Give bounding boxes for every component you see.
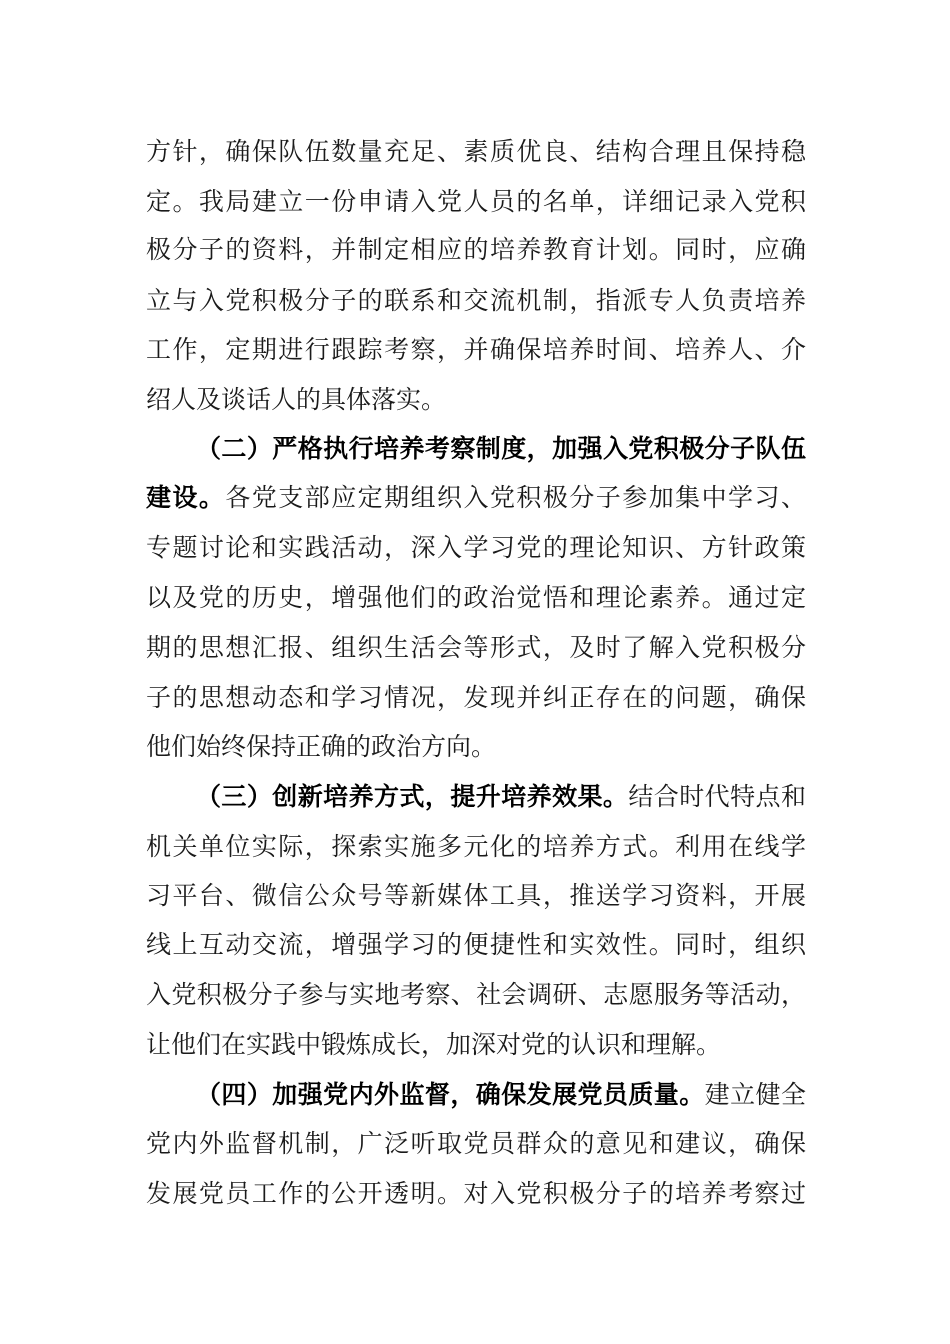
section-heading-tail: 建设。 xyxy=(146,483,226,512)
paragraph-text: 建立健全 xyxy=(704,1080,806,1109)
paragraph-line: 期的思想汇报、组织生活会等形式，及时了解入党积极分 xyxy=(146,633,806,662)
section-heading: （四）加强党内外监督，确保发展党员质量。 xyxy=(196,1080,705,1109)
paragraph-line: 党内外监督机制，广泛听取党员群众的意见和建议，确保 xyxy=(146,1129,806,1158)
paragraph-line: 立与入党积极分子的联系和交流机制，指派专人负责培养 xyxy=(146,286,806,315)
paragraph-line: 入党积极分子参与实地考察、社会调研、志愿服务等活动， xyxy=(146,980,806,1009)
paragraph-text: 结合时代特点和 xyxy=(628,782,806,811)
paragraph-line: 习平台、微信公众号等新媒体工具，推送学习资料，开展 xyxy=(146,881,806,910)
paragraph-line xyxy=(196,777,806,817)
paragraph-line: 他们始终保持正确的政治方向。 xyxy=(146,732,497,761)
paragraph-text: 各党支部应定期组织入党积极分子参加集中学习、 xyxy=(225,483,806,512)
section-heading: （三）创新培养方式，提升培养效果。 xyxy=(196,782,629,811)
paragraph-line: 机关单位实际，探索实施多元化的培养方式。利用在线学 xyxy=(146,832,806,861)
paragraph-line: 子的思想动态和学习情况，发现并纠正存在的问题，确保 xyxy=(146,683,806,712)
paragraph-line: 定。我局建立一份申请入党人员的名单，详细记录入党积 xyxy=(146,187,806,216)
paragraph-line: 以及党的历史，增强他们的政治觉悟和理论素养。通过定 xyxy=(146,583,806,612)
paragraph-line xyxy=(146,478,806,518)
paragraph-line: 线上互动交流，增强学习的便捷性和实效性。同时，组织 xyxy=(146,930,806,959)
section-heading: （二）严格执行培养考察制度，加强入党积极分子队伍 xyxy=(196,434,806,463)
paragraph-line: 绍人及谈话人的具体落实。 xyxy=(146,385,447,414)
paragraph-line: 极分子的资料，并制定相应的培养教育计划。同时，应确 xyxy=(146,235,806,264)
paragraph-line: 让他们在实践中锻炼成长，加深对党的认识和理解。 xyxy=(146,1030,722,1059)
paragraph-line xyxy=(196,1075,806,1115)
paragraph-line: 发展党员工作的公开透明。对入党积极分子的培养考察过 xyxy=(146,1179,806,1208)
paragraph-line: 工作，定期进行跟踪考察，并确保培养时间、培养人、介 xyxy=(146,335,806,364)
paragraph-line: 专题讨论和实践活动，深入学习党的理论知识、方针政策 xyxy=(146,533,806,562)
paragraph-line: 方针，确保队伍数量充足、素质优良、结构合理且保持稳 xyxy=(146,137,806,166)
